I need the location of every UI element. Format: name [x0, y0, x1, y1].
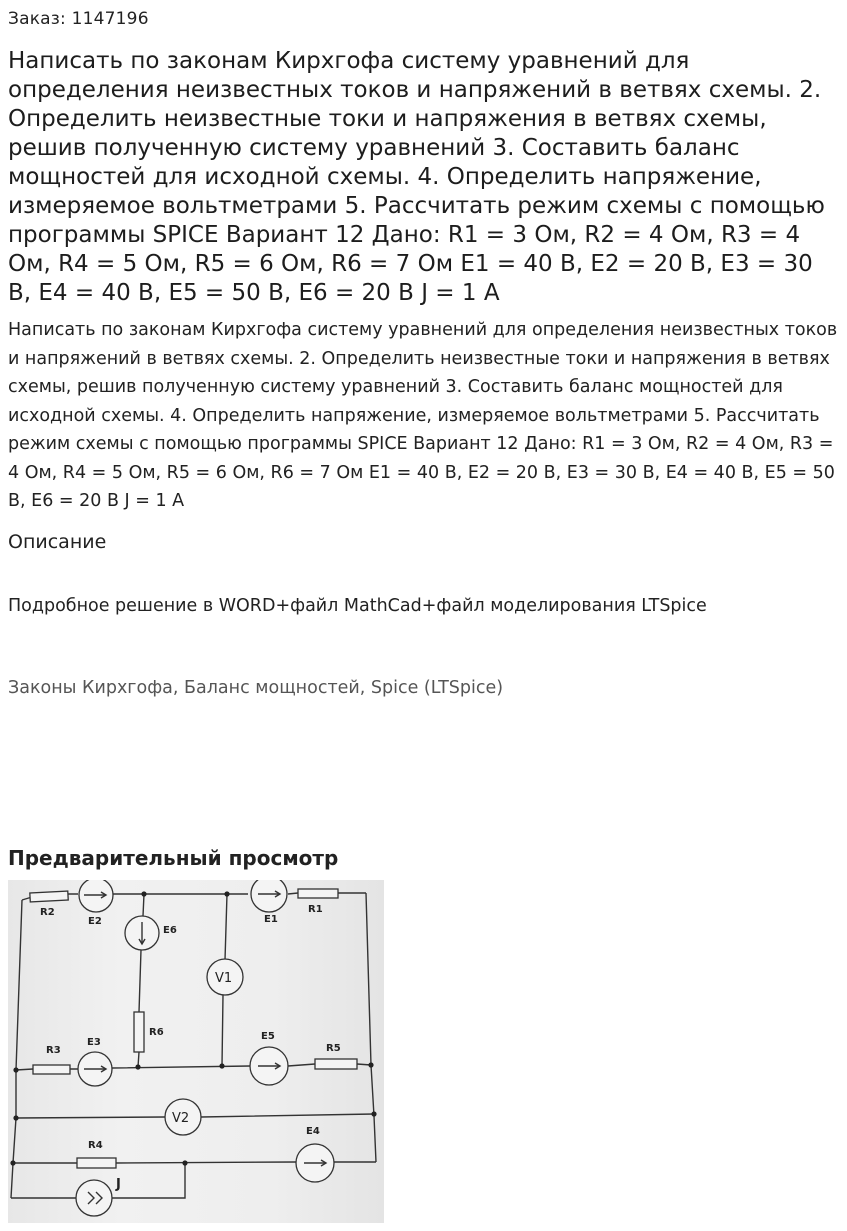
resistor-r6 [134, 1012, 164, 1052]
preview-heading: Предварительный просмотр [8, 846, 339, 870]
r1-label: R1 [308, 904, 323, 915]
e5-label: E5 [261, 1031, 275, 1042]
description-heading: Описание [8, 531, 107, 553]
r2-label: R2 [40, 907, 55, 918]
source-e2 [79, 880, 113, 927]
r6-label: R6 [149, 1027, 164, 1038]
order-value: 1147196 [71, 9, 149, 29]
e1-label: E1 [264, 914, 278, 925]
lead-text: Написать по законам Кирхгофа систему уравнений для определения неизвестных токов и напряжений в ветвях схемы. 2. Определить неизвестные токи и напряжения в ветвях схемы, решив полученную систему уравнений 3. Составить баланс мощностей для исходной схемы. 4. Определить напряжение, измеряемое вольтметрами 5. Рассчитать режим схемы с помощью программы SPICE Вариант 12 Дано: R1 = 3 Ом, R2 = 4 Ом, R3 = 4 Ом, R4 = 5 Ом, R5 = 6 Ом, R6 = 7 Ом E1 = 40 В, E2 = 20 В, E3 = 30 В, E4 = 40 В, E5 = 50 В, E6 = 20 В J = 1 А [8, 320, 838, 511]
j-label: J [116, 1177, 121, 1192]
source-e4 [296, 1126, 334, 1182]
order-number [8, 9, 149, 29]
voltmeter-v1 [207, 959, 243, 995]
e4-label: E4 [306, 1126, 320, 1137]
e6-label: E6 [163, 925, 177, 936]
source-e3 [78, 1037, 112, 1086]
resistor-r2 [30, 891, 68, 918]
r5-label: R5 [326, 1043, 341, 1054]
r4-label: R4 [88, 1140, 103, 1151]
e2-label: E2 [88, 916, 102, 927]
source-e5 [250, 1031, 288, 1085]
v2-label: V2 [172, 1111, 190, 1126]
e3-label: E3 [87, 1037, 101, 1048]
circuit-preview-image [8, 880, 384, 1223]
resistor-r1 [298, 889, 338, 915]
resistor-r4 [77, 1140, 116, 1168]
voltmeter-v2 [165, 1099, 201, 1135]
resistor-r5 [315, 1043, 357, 1069]
source-e6 [125, 916, 177, 950]
resistor-r3 [33, 1045, 70, 1074]
current-source-j [76, 1177, 121, 1216]
tags-list: Законы Кирхгофа, Баланс мощностей, Spice (LTSpice) [8, 678, 504, 698]
description-text: Подробное решение в WORD+файл MathCad+файл моделирования LTSpice [8, 596, 707, 616]
order-label: Заказ: [8, 9, 66, 29]
source-e1 [251, 880, 287, 925]
v1-label: V1 [215, 971, 233, 986]
circuit-diagram [8, 880, 384, 1223]
r3-label: R3 [46, 1045, 61, 1056]
page-title: Написать по законам Кирхгофа систему уравнений для определения неизвестных токов и напряжений в ветвях схемы. 2. Определить неизвестные токи и напряжения в ветвях схемы, решив полученную систему уравнений 3. Составить баланс мощностей для исходной схемы. 4. Определить напряжение, измеряемое вольтметрами 5. Рассчитать режим схемы с помощью программы SPICE Вариант 12 Дано: R1 = 3 Ом, R2 = 4 Ом, R3 = 4 Ом, R4 = 5 Ом, R5 = 6 Ом, R6 = 7 Ом E1 = 40 В, E2 = 20 В, E3 = 30 В, E4 = 40 В, E5 = 50 В, E6 = 20 В J = 1 А [8, 48, 825, 306]
